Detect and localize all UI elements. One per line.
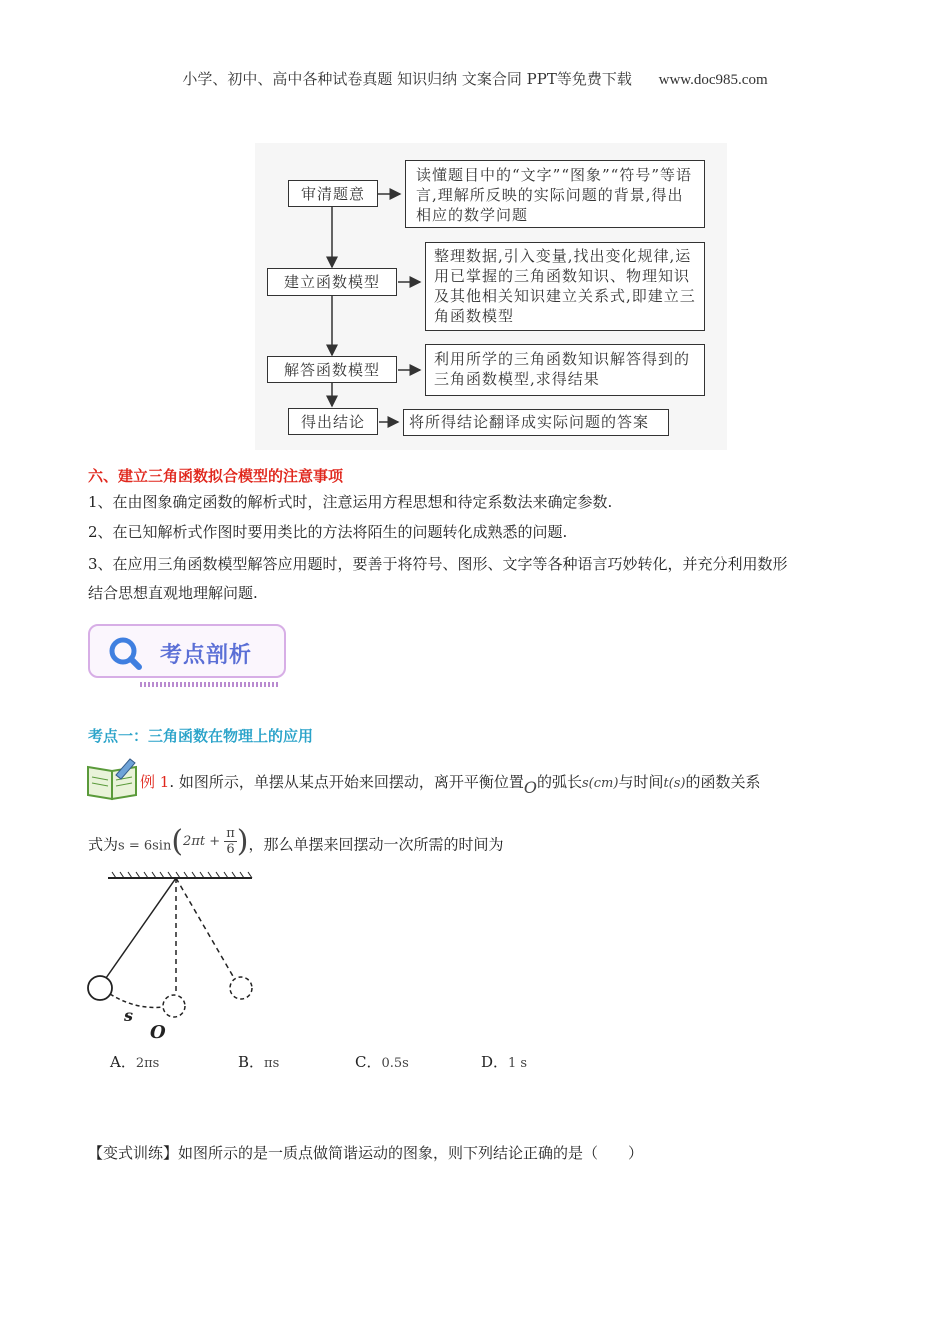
math-o: O xyxy=(523,778,537,797)
section-item-3: 3、在应用三角函数模型解答应用题时，要善于将符号、图形、文字等各种语言巧妙转化，并充分利用数形 xyxy=(88,555,788,573)
arc-s xyxy=(110,994,163,1007)
option-c[interactable] xyxy=(355,1051,409,1072)
section-item-3-cont: 结合思想直观地理解问题. xyxy=(88,584,258,602)
frac-num: π xyxy=(226,826,235,841)
option-b-letter: B． xyxy=(238,1053,265,1071)
header-text: 小学、初中、高中各种试卷真题 知识归纳 文案合同 PPT等免费下载 xyxy=(182,70,632,88)
flow-step-1: 审清题意 xyxy=(288,180,378,207)
option-d[interactable] xyxy=(481,1051,527,1072)
label-s: s xyxy=(124,1006,134,1025)
formula-frac xyxy=(224,826,237,857)
example-text-a: . 如图所示，单摆从某点开始来回摆动，离开平衡位置 xyxy=(169,773,524,791)
badge-stripe xyxy=(140,682,280,687)
math-t-s: t(s) xyxy=(663,776,686,791)
pendulum-figure xyxy=(86,868,266,1043)
section-item-2: 2、在已知解析式作图时要用类比的方法将陌生的问题转化成熟悉的问题. xyxy=(88,523,568,541)
example-line-2 xyxy=(88,824,504,863)
variant-training: 【变式训练】如图所示的是一质点做简谐运动的图象，则下列结论正确的是（ ） xyxy=(88,1144,644,1162)
example-text-b: 的弧长 xyxy=(536,773,582,791)
formula-paren: (2πt + $\frac{\pi}{6}$ ) xyxy=(171,824,249,859)
flowchart xyxy=(255,143,727,450)
flow-note-4: 将所得结论翻译成实际问题的答案 xyxy=(403,409,669,436)
formula-lhs: s = 6sin xyxy=(118,838,172,854)
option-a-letter: A． xyxy=(110,1053,136,1071)
page-header xyxy=(0,68,950,89)
label-o: O xyxy=(150,1022,166,1043)
flow-note-3: 利用所学的三角函数知识解答得到的三角函数模型,求得结果 xyxy=(425,344,705,396)
option-d-letter: D． xyxy=(481,1053,509,1071)
frac-den: 6 xyxy=(226,842,235,857)
example-text-e: 式为 xyxy=(88,835,119,854)
example-text-c: 与时间 xyxy=(618,773,664,791)
pendulum-bob xyxy=(88,976,112,1000)
flow-step-4: 得出结论 xyxy=(288,408,378,435)
badge-label: 考点剖析 xyxy=(160,643,253,668)
bob-equilibrium xyxy=(163,995,185,1017)
formula-arg: 2πt + xyxy=(183,834,225,849)
example-text-d: 的函数关系 xyxy=(685,773,761,791)
option-b[interactable] xyxy=(238,1051,279,1072)
example-label: 例 1 xyxy=(140,773,170,791)
bob-right xyxy=(230,977,252,999)
header-site: www.doc985.com xyxy=(658,72,768,88)
option-c-value: 0.5s xyxy=(381,1056,409,1071)
option-c-letter: C． xyxy=(355,1053,382,1071)
option-a-value: 2πs xyxy=(135,1056,160,1071)
kaodian-badge xyxy=(88,624,288,688)
flow-note-2: 整理数据,引入变量,找出变化规律,运用已掌握的三角函数知识、物理知识及其他相关知识建立关系式,即建立三角函数模型 xyxy=(425,242,705,331)
book-icon xyxy=(86,757,140,801)
option-b-value: πs xyxy=(264,1056,280,1071)
right-string xyxy=(176,878,234,978)
section-title: 六、建立三角函数拟合模型的注意事项 xyxy=(88,467,344,485)
flow-step-3: 解答函数模型 xyxy=(267,356,397,383)
flow-step-2: 建立函数模型 xyxy=(267,268,397,296)
search-icon xyxy=(106,635,146,671)
section-item-1: 1、在由图象确定函数的解析式时，注意运用方程思想和待定系数法来确定参数. xyxy=(88,493,613,511)
option-a[interactable] xyxy=(110,1051,159,1072)
flow-note-1: 读懂题目中的“文字”“图象”“符号”等语言,理解所反映的实际问题的背景,得出相应的数学问题 xyxy=(405,160,705,228)
example-text-f: ，那么单摆来回摆动一次所需的时间为 xyxy=(248,835,504,854)
pendulum-string xyxy=(106,878,176,978)
kaodian-title: 考点一：三角函数在物理上的应用 xyxy=(88,727,314,745)
example-line-1 xyxy=(140,771,761,797)
option-d-value: 1 s xyxy=(508,1056,528,1071)
math-s-cm: s(cm) xyxy=(582,776,619,791)
